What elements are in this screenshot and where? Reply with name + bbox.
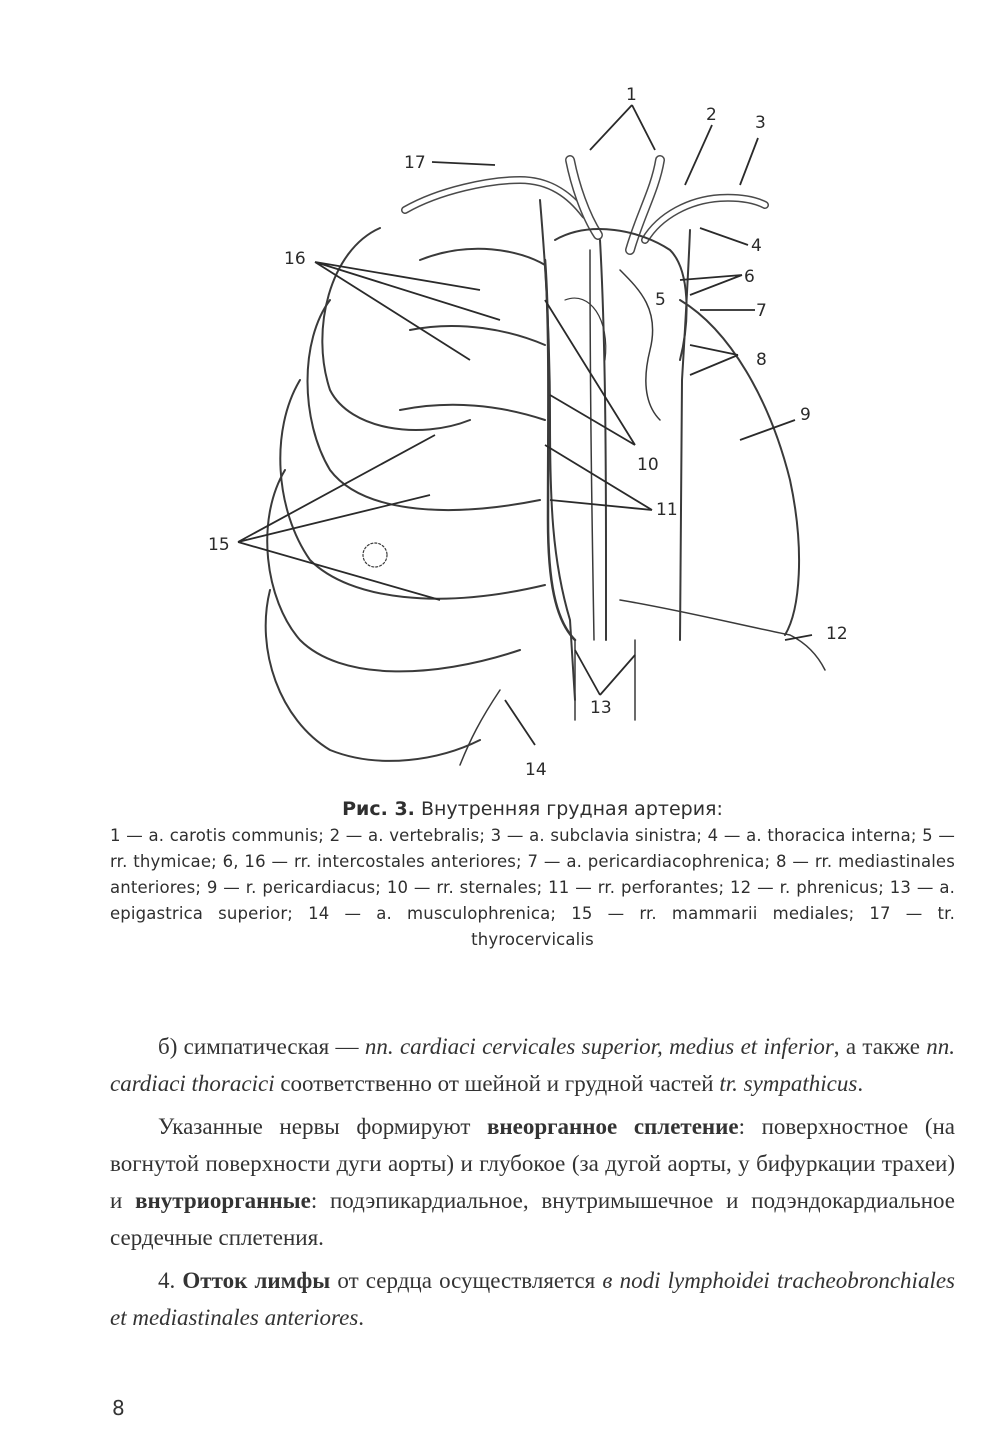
paragraph-lymph [110,1262,955,1336]
text-run: , а также [833,1034,927,1059]
callout-17: 17 [404,153,426,173]
text-run: . [358,1305,365,1330]
paragraph-plexus [110,1108,955,1256]
figure-caption [110,795,955,953]
caption-title-text: Внутренняя грудная артерия: [420,798,723,820]
latin-term: nn. cardiaci cervicales superior, medius et inferior [364,1034,834,1059]
bold-term: внеорганное сплетение [486,1114,739,1139]
callout-2: 2 [706,105,717,125]
caption-title [110,795,955,823]
text-run: б) симпатическая — [158,1034,365,1059]
callout-3: 3 [755,113,766,133]
callout-13: 13 [590,698,612,718]
callout-4: 4 [751,236,762,256]
callout-14: 14 [525,760,547,780]
callout-5: 5 [655,290,666,310]
callout-11: 11 [656,500,678,520]
latin-term: в nodi lymphoidei tracheobronchiales et mediastinales anteriores [110,1268,955,1330]
callout-10: 10 [637,455,659,475]
text-run: соответственно от шейной и грудной частей [274,1071,720,1096]
latin-term: nn. cardiaci thoracici [110,1034,955,1096]
rib [322,228,470,430]
bold-term: Отток лимфы [182,1268,331,1293]
internal-thoracic-artery-drawing [190,80,850,780]
rib [400,405,545,420]
rib [420,249,545,265]
callout-7: 7 [756,301,767,321]
callout-6: 6 [744,267,755,287]
latin-term: tr. sympathicus [719,1071,858,1096]
callout-16: 16 [284,249,306,269]
callout-1: 1 [626,85,637,105]
paragraph-sympathetic [110,1028,955,1102]
body-text [110,1028,955,1342]
page-number: 8 [112,1396,125,1420]
text-run: : поверхностное (на вогнутой поверхности дуги аорты) и глубокое (за дугой аорты, у бифуркации трахеи) и [110,1114,955,1213]
callout-12: 12 [826,624,848,644]
caption-label: Рис. 3. [342,798,415,820]
text-run: от сердца осуществляется [330,1268,603,1293]
rib [267,470,520,671]
callout-15: 15 [208,535,230,555]
text-run: . [857,1071,864,1096]
rib [266,590,480,761]
text-run: : подэпикардиальное, внутримышечное и подэндокардиальное сердечные сплетения. [110,1188,955,1250]
caption-legend: 1 — a. carotis communis; 2 — a. vertebralis; 3 — a. subclavia sinistra; 4 — a. thoracica interna; 5 — rr. thymicae; 6, 16 — rr. intercostales anteriores; 7 — a. pericardiacophrenica; 8 — rr. mediastinales anteriores; 9 — r. pericardiacus; 10 — rr. sternales; 11 — rr. perforantes; 12 — r. phrenicus; 13 — a. epigastrica superior; 14 — a. musculophrenica; 15 — rr. mammarii mediales; 17 — tr. thyrocervicalis [110,826,955,949]
figure-illustration [190,80,850,780]
callout-9: 9 [800,405,811,425]
callout-8: 8 [756,350,767,370]
text-run: 4. [158,1268,183,1293]
bold-term: внутриорганные [135,1188,311,1213]
text-run: Указанные нервы формируют [158,1114,487,1139]
